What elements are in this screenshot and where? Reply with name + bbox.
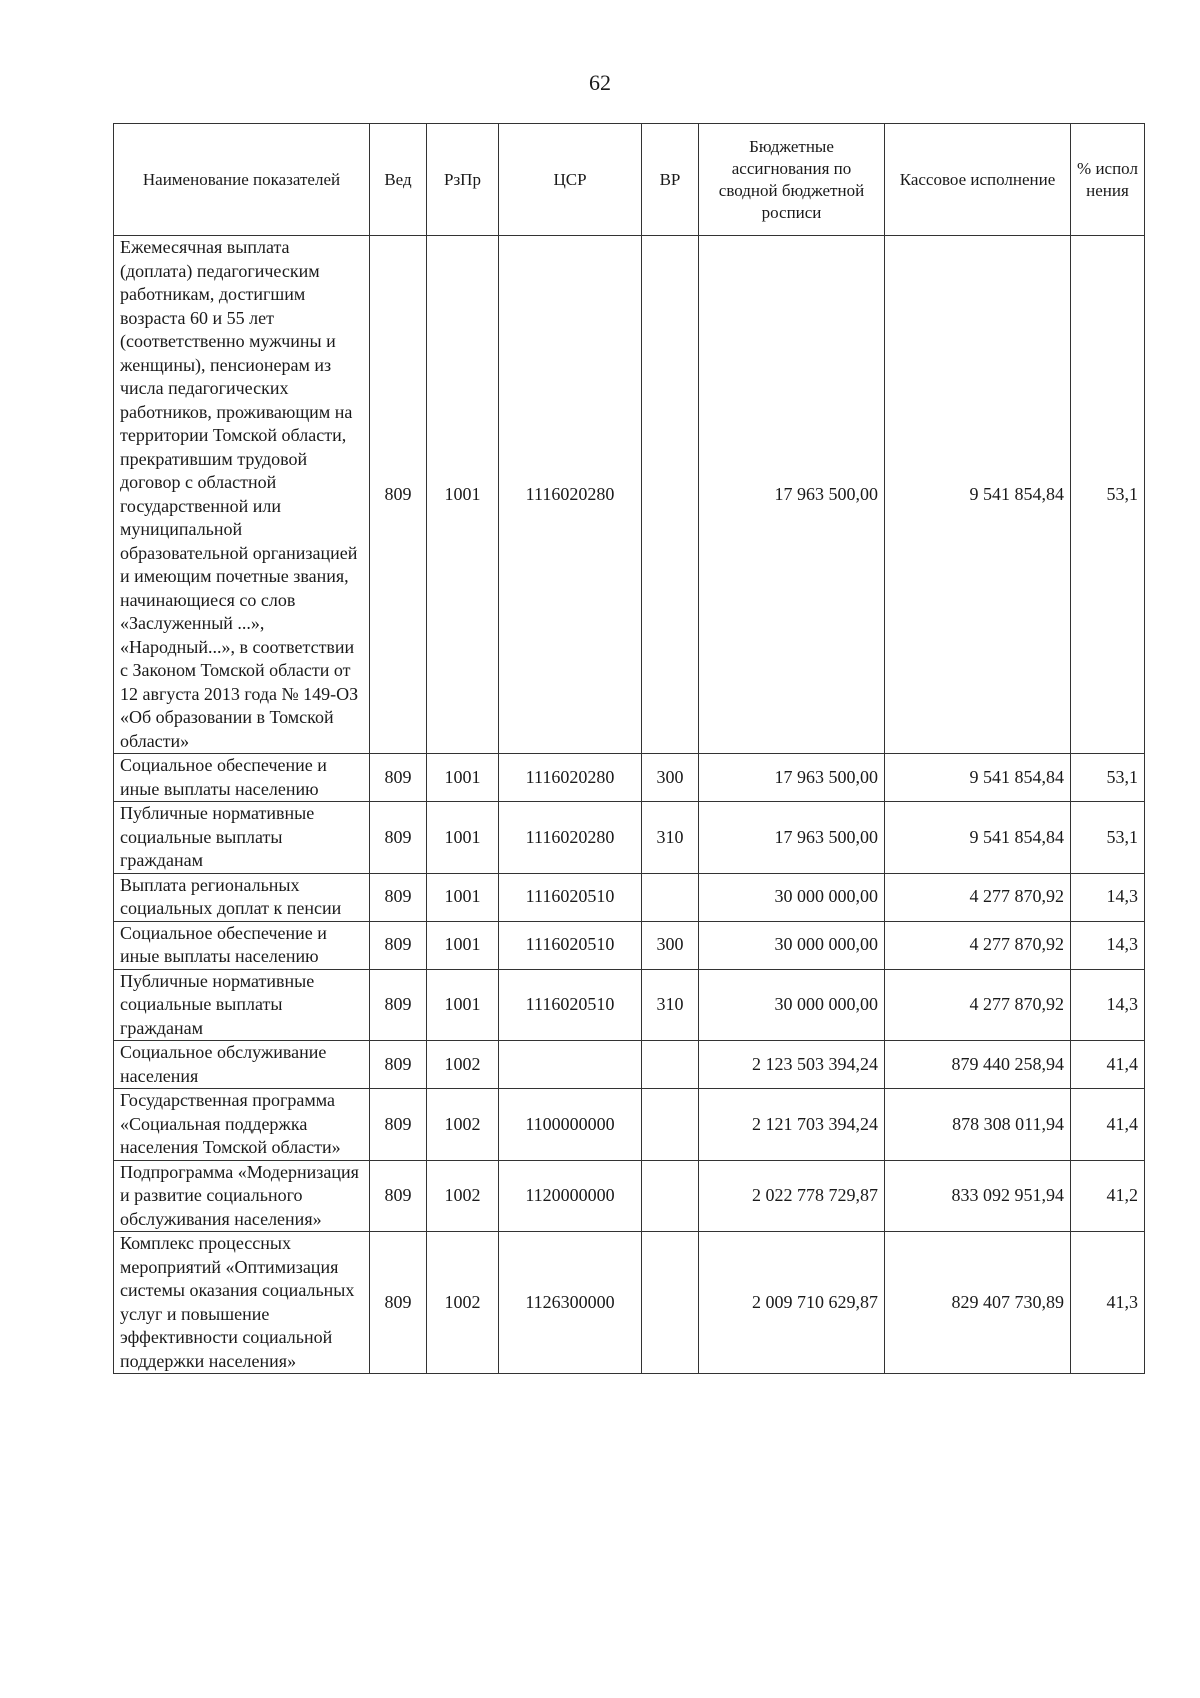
row-cash: 4 277 870,92 [885, 921, 1071, 969]
row-csr: 1116020510 [499, 969, 642, 1041]
row-rzpr: 1001 [427, 921, 499, 969]
row-budget: 17 963 500,00 [699, 236, 885, 754]
row-vr: 310 [642, 969, 699, 1041]
row-cash: 879 440 258,94 [885, 1041, 1071, 1089]
row-budget: 30 000 000,00 [699, 921, 885, 969]
table-row [114, 1089, 1145, 1161]
row-budget: 2 123 503 394,24 [699, 1041, 885, 1089]
row-budget: 30 000 000,00 [699, 969, 885, 1041]
table-header-row [114, 124, 1145, 236]
row-cash: 878 308 011,94 [885, 1089, 1071, 1161]
row-cash: 9 541 854,84 [885, 802, 1071, 874]
row-csr: 1116020510 [499, 921, 642, 969]
row-cash: 9 541 854,84 [885, 236, 1071, 754]
header-ved: Вед [370, 124, 427, 236]
budget-execution-table [113, 123, 1145, 1374]
row-ved: 809 [370, 802, 427, 874]
row-budget: 17 963 500,00 [699, 802, 885, 874]
header-budget: Бюджетные ассигнования по сводной бюджетной росписи [699, 124, 885, 236]
row-vr [642, 1089, 699, 1161]
row-cash: 4 277 870,92 [885, 873, 1071, 921]
row-percent: 14,3 [1071, 969, 1145, 1041]
row-percent: 14,3 [1071, 921, 1145, 969]
row-ved: 809 [370, 921, 427, 969]
row-ved: 809 [370, 1160, 427, 1232]
row-budget: 30 000 000,00 [699, 873, 885, 921]
row-budget: 2 009 710 629,87 [699, 1232, 885, 1374]
row-percent: 53,1 [1071, 236, 1145, 754]
row-vr: 310 [642, 802, 699, 874]
table-row [114, 802, 1145, 874]
row-name: Ежемесячная выплата (доплата) педагогическим работникам, достигшим возраста 60 и 55 лет (соответственно мужчины и женщины), пенсионерам из числа педагогических работников, проживающим на территории Томской области, прекратившим трудовой договор с областной государственной или муниципальной образовательной организацией и имеющим почетные звания, начинающиеся со слов «Заслуженный ...», «Народный...», в соответствии с Законом Томской области от 12 августа 2013 года № 149-ОЗ «Об образовании в Томской области» [114, 236, 370, 754]
row-vr [642, 236, 699, 754]
row-name: Подпрограмма «Модернизация и развитие социального обслуживания населения» [114, 1160, 370, 1232]
row-percent: 41,4 [1071, 1089, 1145, 1161]
table-row [114, 1232, 1145, 1374]
row-vr [642, 873, 699, 921]
row-cash: 829 407 730,89 [885, 1232, 1071, 1374]
row-csr: 1116020280 [499, 236, 642, 754]
table-row [114, 921, 1145, 969]
row-percent: 53,1 [1071, 754, 1145, 802]
table-row [114, 873, 1145, 921]
row-ved: 809 [370, 873, 427, 921]
row-cash: 833 092 951,94 [885, 1160, 1071, 1232]
row-ved: 809 [370, 1041, 427, 1089]
table-row [114, 969, 1145, 1041]
row-rzpr: 1001 [427, 969, 499, 1041]
row-vr [642, 1041, 699, 1089]
table-row [114, 1041, 1145, 1089]
row-name: Публичные нормативные социальные выплаты гражданам [114, 969, 370, 1041]
row-ved: 809 [370, 236, 427, 754]
row-rzpr: 1002 [427, 1041, 499, 1089]
row-budget: 2 121 703 394,24 [699, 1089, 885, 1161]
row-csr: 1100000000 [499, 1089, 642, 1161]
row-ved: 809 [370, 969, 427, 1041]
header-vr: ВР [642, 124, 699, 236]
row-vr [642, 1160, 699, 1232]
row-rzpr: 1001 [427, 236, 499, 754]
row-percent: 41,2 [1071, 1160, 1145, 1232]
row-ved: 809 [370, 1089, 427, 1161]
row-budget: 2 022 778 729,87 [699, 1160, 885, 1232]
row-name: Социальное обслуживание населения [114, 1041, 370, 1089]
row-rzpr: 1001 [427, 873, 499, 921]
row-name: Публичные нормативные социальные выплаты гражданам [114, 802, 370, 874]
row-name: Выплата региональных социальных доплат к пенсии [114, 873, 370, 921]
row-ved: 809 [370, 1232, 427, 1374]
row-percent: 41,3 [1071, 1232, 1145, 1374]
header-csr: ЦСР [499, 124, 642, 236]
header-cash: Кассовое исполнение [885, 124, 1071, 236]
header-rzpr: РзПр [427, 124, 499, 236]
row-percent: 14,3 [1071, 873, 1145, 921]
row-csr: 1116020510 [499, 873, 642, 921]
row-name: Социальное обеспечение и иные выплаты населению [114, 754, 370, 802]
row-budget: 17 963 500,00 [699, 754, 885, 802]
row-percent: 41,4 [1071, 1041, 1145, 1089]
row-name: Государственная программа «Социальная поддержка населения Томской области» [114, 1089, 370, 1161]
row-rzpr: 1002 [427, 1232, 499, 1374]
header-name: Наименование показателей [114, 124, 370, 236]
row-rzpr: 1001 [427, 754, 499, 802]
header-percent: % испол нения [1071, 124, 1145, 236]
row-cash: 4 277 870,92 [885, 969, 1071, 1041]
row-vr: 300 [642, 754, 699, 802]
row-name: Комплекс процессных мероприятий «Оптимизация системы оказания социальных услуг и повышение эффективности социальной поддержки населения» [114, 1232, 370, 1374]
row-csr: 1120000000 [499, 1160, 642, 1232]
table-row [114, 236, 1145, 754]
page-number: 62 [589, 70, 611, 95]
row-percent: 53,1 [1071, 802, 1145, 874]
table-row [114, 754, 1145, 802]
row-csr: 1126300000 [499, 1232, 642, 1374]
row-vr [642, 1232, 699, 1374]
table-row [114, 1160, 1145, 1232]
row-csr: 1116020280 [499, 802, 642, 874]
row-rzpr: 1001 [427, 802, 499, 874]
row-rzpr: 1002 [427, 1089, 499, 1161]
row-rzpr: 1002 [427, 1160, 499, 1232]
row-cash: 9 541 854,84 [885, 754, 1071, 802]
row-name: Социальное обеспечение и иные выплаты населению [114, 921, 370, 969]
row-ved: 809 [370, 754, 427, 802]
row-vr: 300 [642, 921, 699, 969]
row-csr [499, 1041, 642, 1089]
row-csr: 1116020280 [499, 754, 642, 802]
